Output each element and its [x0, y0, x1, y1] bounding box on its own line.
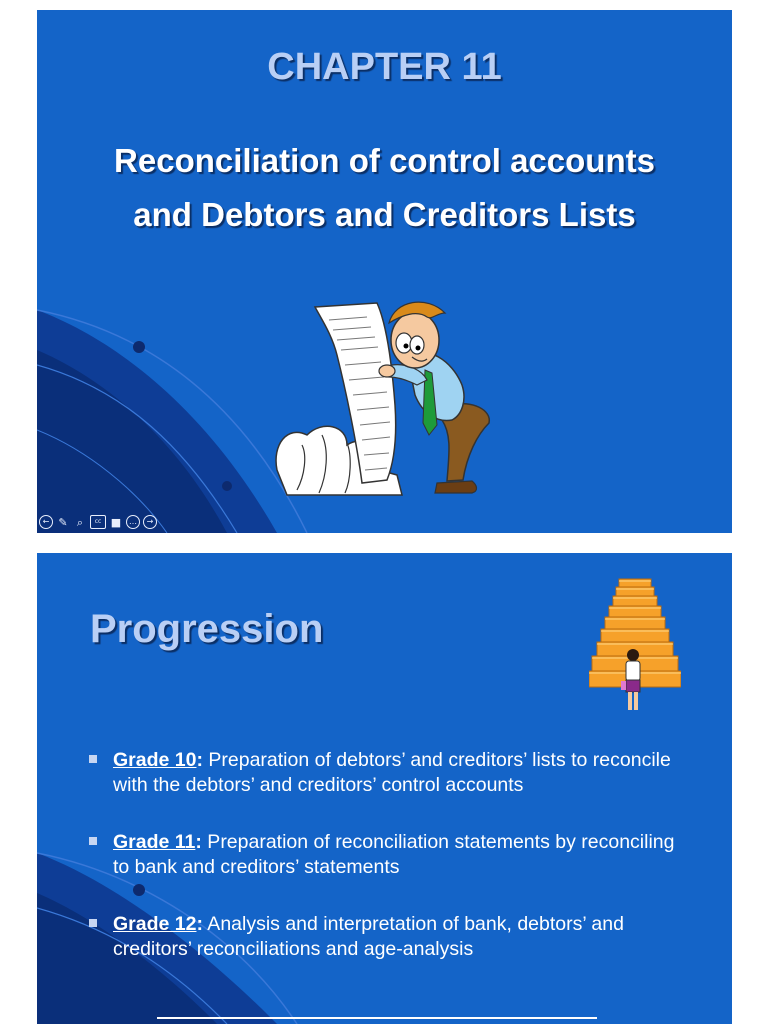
- list-item: Grade 12: Analysis and interpretation of bank, debtors’ and creditors’ reconciliations and age-analysis: [89, 912, 689, 962]
- divider-line: [157, 1017, 597, 1019]
- stairs-illustration: [589, 577, 681, 717]
- grade-label: Grade 12: [113, 913, 197, 935]
- grade-label: Grade 10: [113, 749, 197, 771]
- grade-description: Analysis and interpretation of bank, debtors’ and creditors’ reconciliations and age-analysis: [113, 913, 624, 960]
- pen-icon[interactable]: ✎: [58, 515, 68, 529]
- slide-toolbar: [39, 514, 157, 530]
- subtitle-line-2: and Debtors and Creditors Lists: [133, 196, 636, 233]
- grade-label: Grade 11: [113, 831, 196, 853]
- progression-list: [89, 748, 689, 994]
- bullet-icon: [89, 919, 97, 927]
- slide-1: [37, 10, 732, 533]
- previous-slide-icon[interactable]: ←: [39, 515, 53, 529]
- chapter-title: CHAPTER 11: [267, 46, 502, 88]
- grade-description: Preparation of reconciliation statements by reconciling to bank and creditors’ statements: [113, 831, 675, 878]
- list-item: Grade 11: Preparation of reconciliation statements by reconciling to bank and creditors’ statements: [89, 830, 689, 880]
- bullet-icon: [89, 755, 97, 763]
- captions-icon[interactable]: cc: [90, 515, 106, 529]
- zoom-icon[interactable]: ⌕: [76, 515, 84, 529]
- bullet-icon: [89, 837, 97, 845]
- clerk-reading-list-illustration: [267, 285, 507, 500]
- chapter-subtitle: [37, 134, 732, 242]
- next-slide-icon[interactable]: →: [143, 515, 157, 529]
- more-options-icon[interactable]: …: [126, 515, 140, 529]
- subtitle-line-1: Reconciliation of control accounts: [114, 142, 655, 179]
- grade-description: Preparation of debtors’ and creditors’ lists to reconcile with the debtors’ and creditors’ control accounts: [113, 749, 671, 796]
- list-item: Grade 10: Preparation of debtors’ and creditors’ lists to reconcile with the debtors’ and creditors’ control accounts: [89, 748, 689, 798]
- video-icon[interactable]: ■: [110, 515, 122, 529]
- slide-heading: Progression: [90, 607, 324, 651]
- slide-2: [37, 553, 732, 1024]
